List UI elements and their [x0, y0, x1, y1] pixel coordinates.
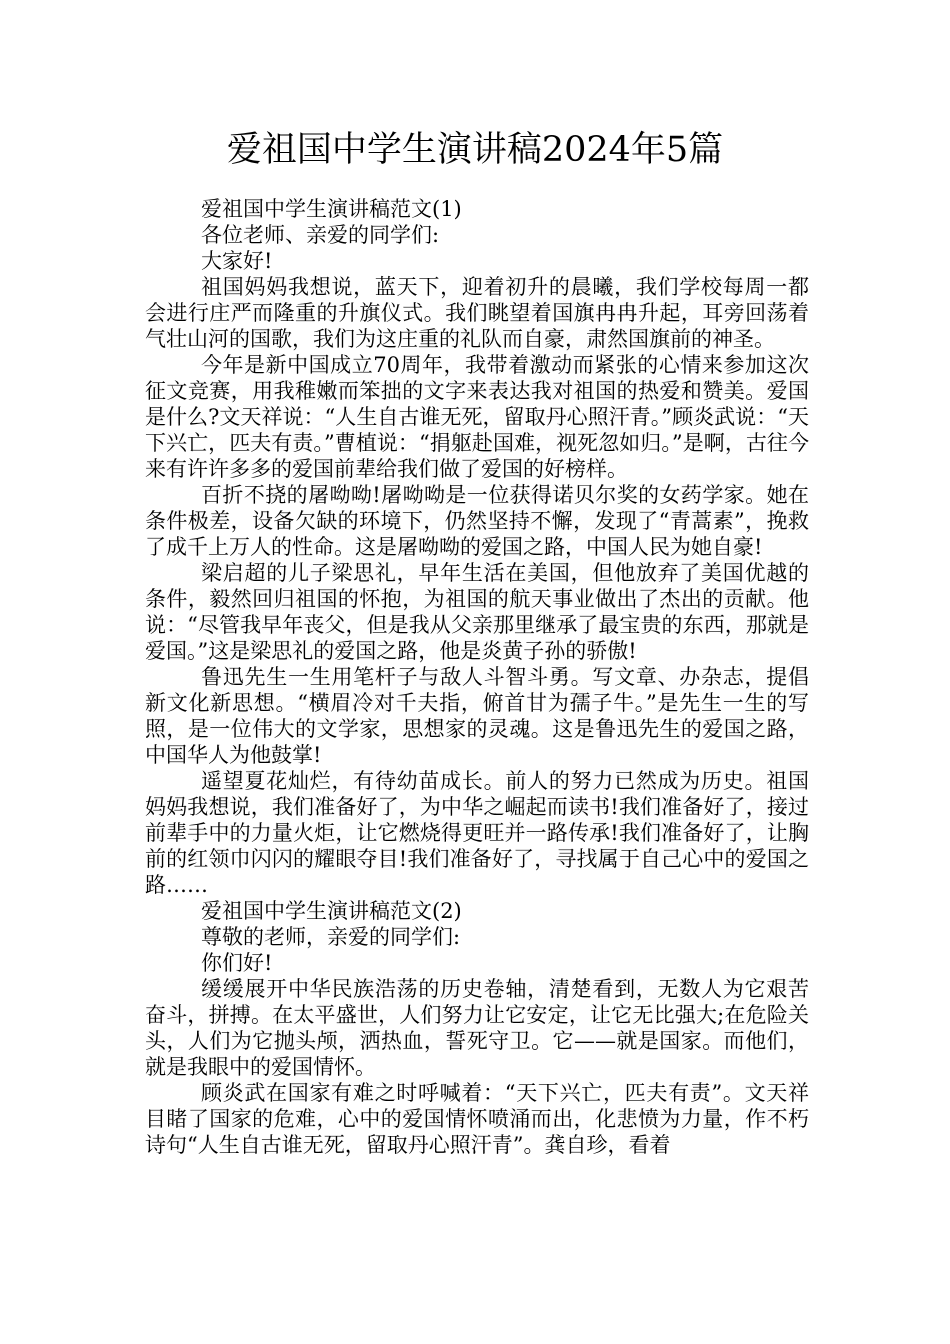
body-paragraph: 梁启超的儿子梁思礼，早年生活在美国，但他放弃了美国优越的条件，毅然回归祖国的怀抱，为祖国的航天事业做出了杰出的贡献。他说：“尽管我早年丧父，但是我从父亲那里继承了最宝贵的东西，那就是爱国。”这是梁思礼的爱国之路，他是炎黄子孙的骄傲! — [145, 561, 809, 663]
section-heading-1: 爱祖国中学生演讲稿范文(1) — [201, 197, 462, 221]
body-paragraph: 百折不挠的屠呦呦!屠呦呦是一位获得诺贝尔奖的女药学家。她在条件极差，设备欠缺的环境下，仍然坚持不懈，发现了“青蒿素”，挽救了成千上万人的性命。这是屠呦呦的爱国之路，中国人民为她自豪! — [145, 483, 809, 559]
body-paragraph: 祖国妈妈我想说，蓝天下，迎着初升的晨曦，我们学校每周一都会进行庄严而隆重的升旗仪式。我们眺望着国旗冉冉升起，耳旁回荡着气壮山河的国歌，我们为这庄重的礼队而自豪，肃然国旗前的神圣。 — [145, 275, 809, 351]
body-paragraph: 顾炎武在国家有难之时呼喊着：“天下兴亡，匹夫有责”。文天祥目睹了国家的危难，心中的爱国情怀喷涌而出，化悲愤为力量，作不朽诗句“人生自古谁无死，留取丹心照汗青”。龚自珍，看着 — [145, 1081, 809, 1157]
greeting: 大家好! — [201, 249, 273, 273]
section-heading-2: 爱祖国中学生演讲稿范文(2) — [201, 899, 462, 923]
document-title: 爱祖国中学生演讲稿2024年5篇 — [226, 130, 724, 170]
greeting: 你们好! — [201, 951, 273, 975]
body-paragraph: 鲁迅先生一生用笔杆子与敌人斗智斗勇。写文章、办杂志，提倡新文化新思想。“横眉冷对千夫指，俯首甘为孺子牛。”是先生一生的写照，是一位伟大的文学家，思想家的灵魂。这是鲁迅先生的爱国之路，中国华人为他鼓掌! — [145, 665, 809, 767]
salutation: 尊敬的老师，亲爱的同学们: — [201, 925, 461, 949]
body-paragraph: 今年是新中国成立70周年，我带着激动而紧张的心情来参加这次征文竞赛，用我稚嫩而笨拙的文字来表达我对祖国的热爱和赞美。爱国是什么?文天祥说：“人生自古谁无死，留取丹心照汗青。”顾炎武说：“天下兴亡，匹夫有责。”曹植说：“捐躯赴国难，视死忽如归。”是啊，古往今来有许许多多的爱国前辈给我们做了爱国的好榜样。 — [145, 353, 809, 481]
salutation: 各位老师、亲爱的同学们: — [201, 223, 440, 247]
document-body — [145, 196, 809, 1158]
body-paragraph: 遥望夏花灿烂，有待幼苗成长。前人的努力已然成为历史。祖国妈妈我想说，我们准备好了，为中华之崛起而读书!我们准备好了，接过前辈手中的力量火炬，让它燃烧得更旺并一路传承!我们准备好了，让胸前的红领巾闪闪的耀眼夺目!我们准备好了，寻找属于自己心中的爱国之路…… — [145, 769, 809, 897]
body-paragraph: 缓缓展开中华民族浩荡的历史卷轴，清楚看到，无数人为它艰苦奋斗，拼搏。在太平盛世，人们努力让它安定，让它无比强大;在危险关头，人们为它抛头颅，洒热血，誓死守卫。它——就是国家。而他们，就是我眼中的爱国情怀。 — [145, 977, 809, 1079]
